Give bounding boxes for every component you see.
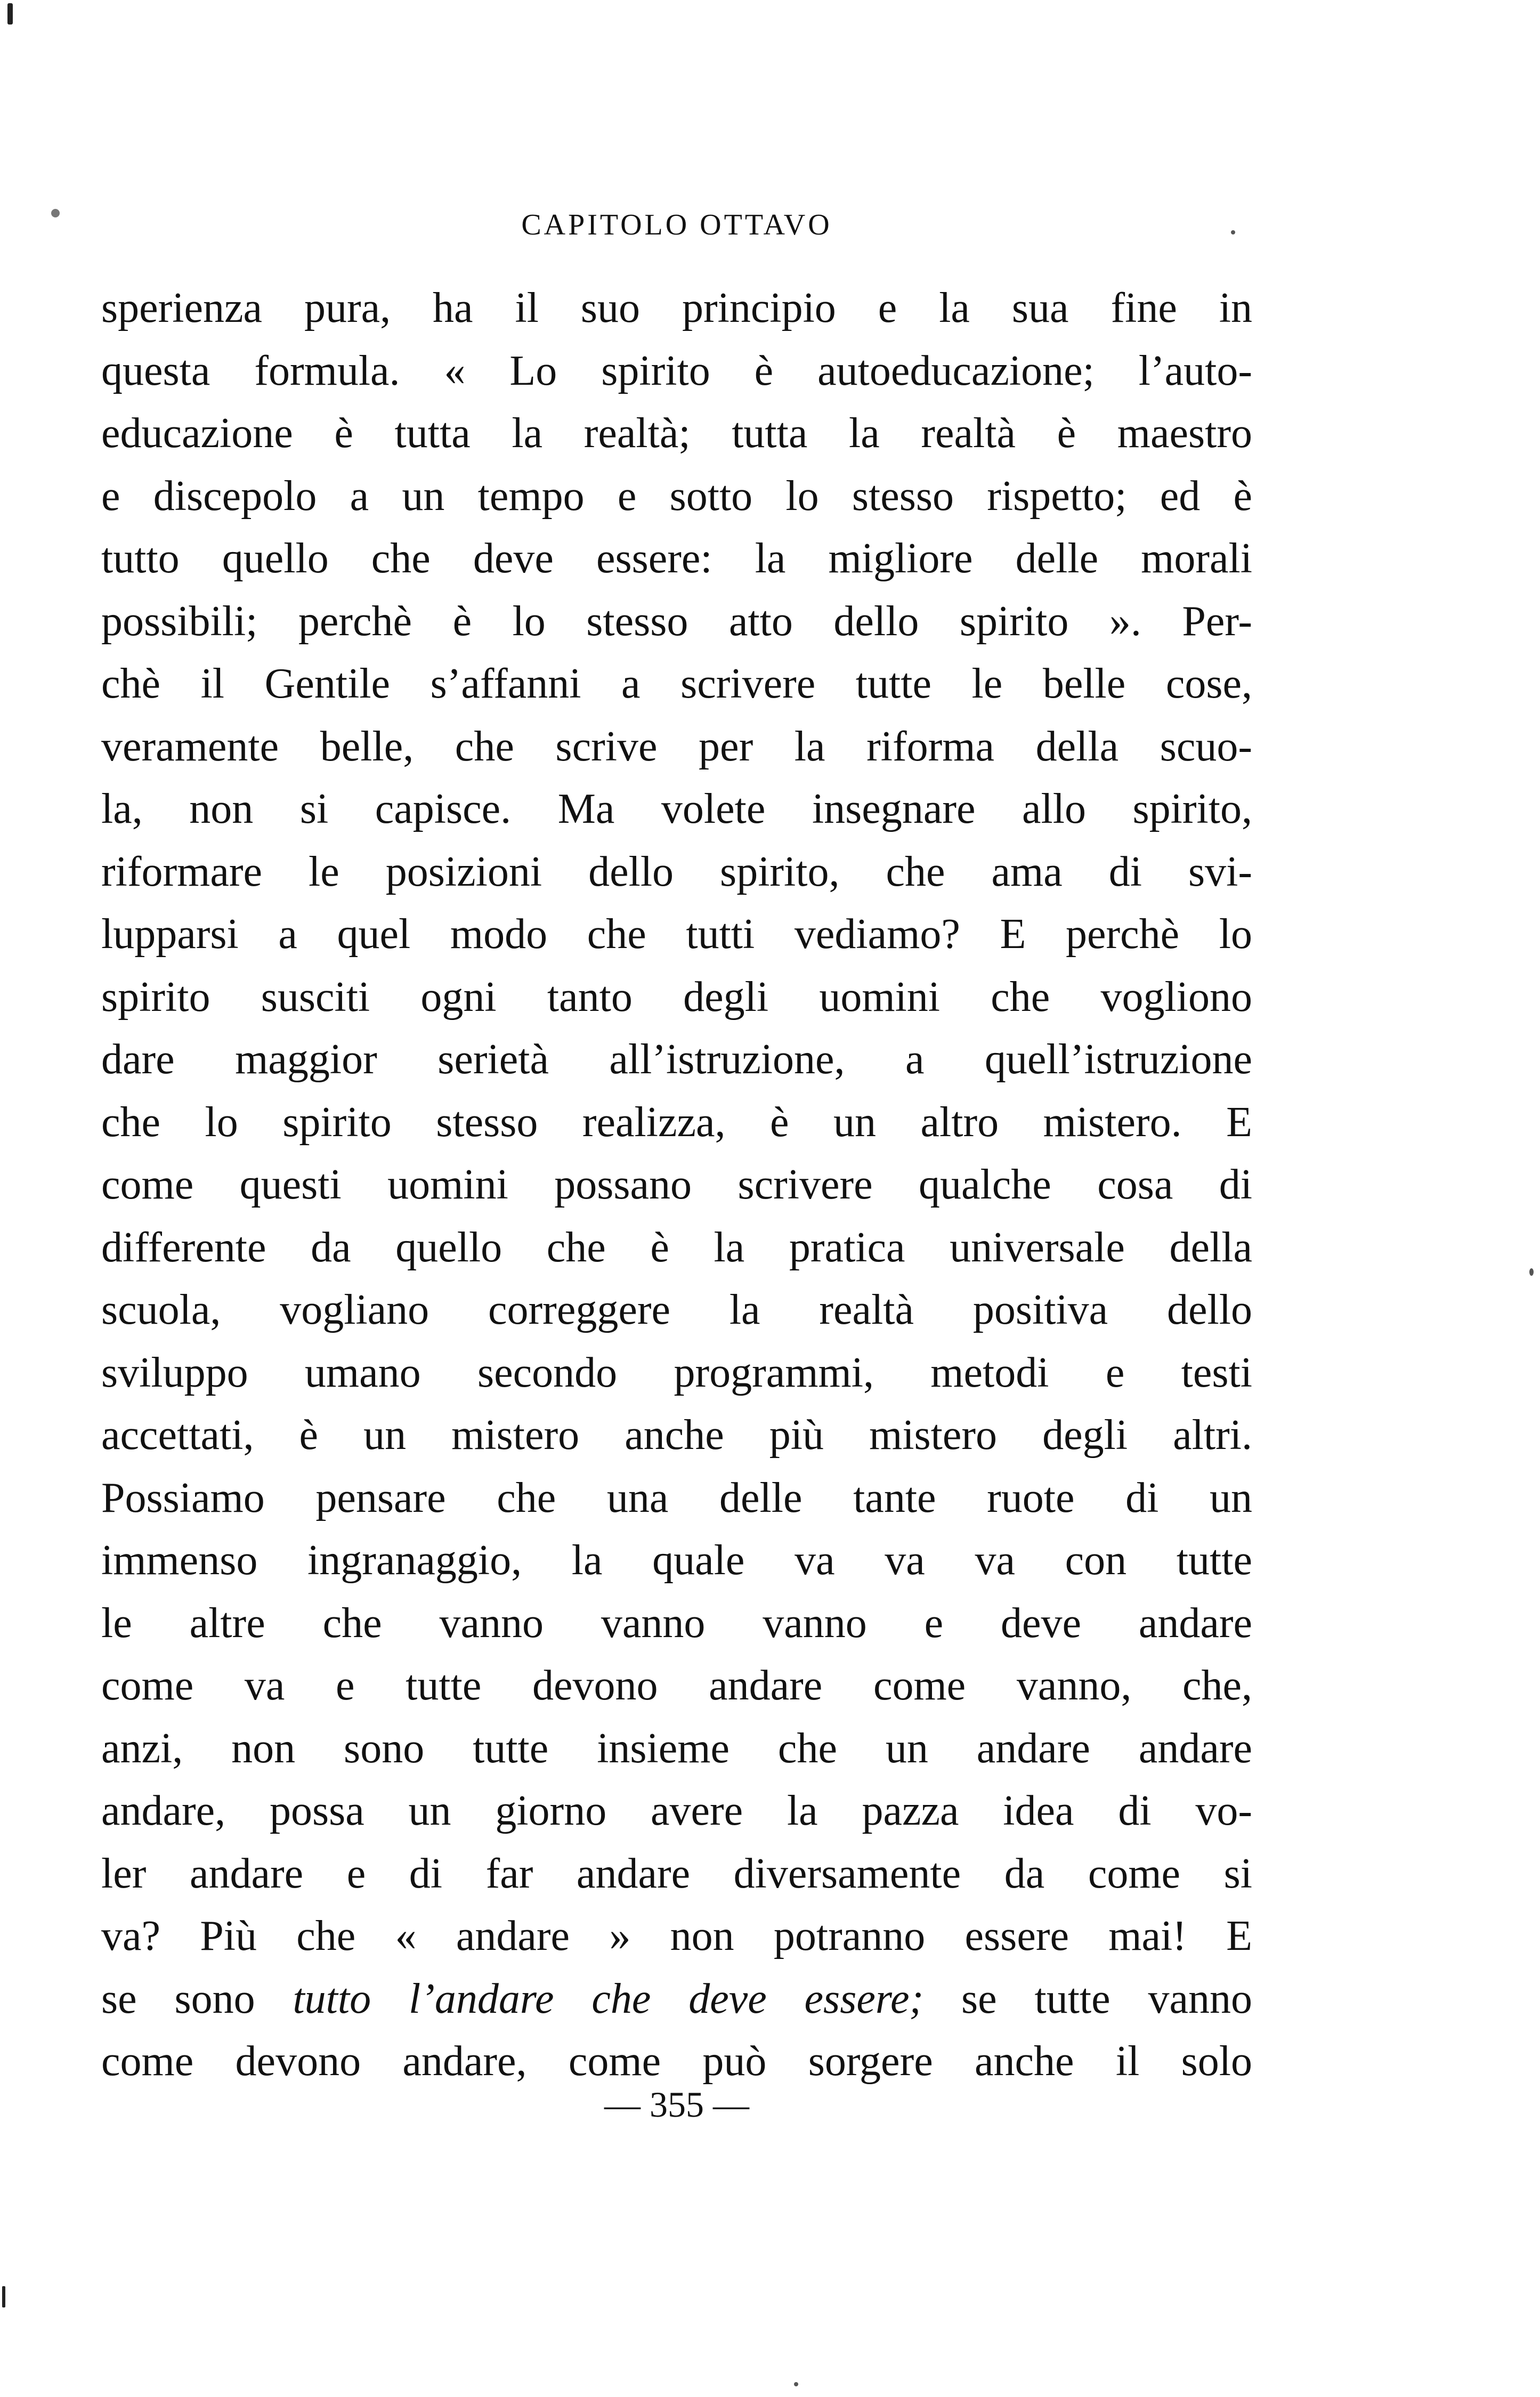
scan-speck: [51, 209, 60, 217]
text-line-28: [101, 1968, 1252, 2031]
text-line-2: questa formula. « Lo spirito è autoeducazione; l’auto-: [101, 347, 1252, 394]
body-text: [101, 277, 1252, 2093]
text-line-6: possibili; perchè è lo stesso atto dello spirito ». Per-: [101, 597, 1252, 645]
text-line-15: come questi uomini possano scrivere qualche cosa di: [101, 1161, 1252, 1208]
scan-speck: [1231, 230, 1235, 234]
text-line-27: va? Più che « andare » non potranno essere mai! E: [101, 1913, 1252, 1959]
text-line-5: tutto quello che deve essere: la migliore delle morali: [101, 535, 1252, 582]
text-line-28-roman-end: se tutte vanno: [923, 1975, 1252, 2022]
scan-speck: [1529, 1268, 1534, 1276]
text-line-17: scuola, vogliano correggere la realtà positiva dello: [101, 1286, 1252, 1333]
text-line-8: veramente belle, che scrive per la riforma della scuo-: [101, 723, 1252, 770]
text-line-23: come va e tutte devono andare come vanno, che,: [101, 1662, 1252, 1709]
text-line-19: accettati, è un mistero anche più mistero degli altri.: [101, 1412, 1252, 1459]
running-head: CAPITOLO OTTAVO: [521, 208, 832, 241]
text-line-21: immenso ingranaggio, la quale va va va con tutte: [101, 1537, 1252, 1584]
page-number: — 355 —: [604, 2084, 749, 2125]
text-line-25: andare, possa un giorno avere la pazza idea di vo-: [101, 1787, 1252, 1834]
scan-speck: [2, 2286, 5, 2307]
text-line-29: come devono andare, come può sorgere anche il solo: [101, 2038, 1252, 2085]
text-line-9: la, non si capisce. Ma volete insegnare allo spirito,: [101, 785, 1252, 832]
text-line-11: lupparsi a quel modo che tutti vediamo? E perchè lo: [101, 911, 1252, 958]
text-line-28-roman-start: se sono: [101, 1975, 293, 2022]
text-line-1: sperienza pura, ha il suo principio e la sua fine in: [101, 285, 1252, 331]
text-line-14: che lo spirito stesso realizza, è un altro mistero. E: [101, 1098, 1252, 1146]
text-line-4: e discepolo a un tempo e sotto lo stesso rispetto; ed è: [101, 472, 1252, 520]
text-line-24: anzi, non sono tutte insieme che un andare andare: [101, 1724, 1252, 1772]
text-line-12: spirito susciti ogni tanto degli uomini che vogliono: [101, 973, 1252, 1021]
text-line-18: sviluppo umano secondo programmi, metodi e testi: [101, 1349, 1252, 1396]
text-line-22: le altre che vanno vanno vanno e deve andare: [101, 1599, 1252, 1647]
text-line-20: Possiamo pensare che una delle tante ruote di un: [101, 1474, 1252, 1521]
text-line-26: ler andare e di far andare diversamente da come si: [101, 1850, 1252, 1897]
text-line-3: educazione è tutta la realtà; tutta la realtà è maestro: [101, 410, 1252, 457]
text-line-13: dare maggior serietà all’istruzione, a quell’istruzione: [101, 1036, 1252, 1083]
scan-speck: [7, 3, 13, 25]
text-line-28-italic: tutto l’andare che deve essere;: [293, 1975, 924, 2022]
scan-speck: [794, 2382, 798, 2386]
text-line-10: riformare le posizioni dello spirito, che ama di svi-: [101, 848, 1252, 895]
text-line-16: differente da quello che è la pratica universale della: [101, 1224, 1252, 1271]
text-line-7: chè il Gentile s’affanni a scrivere tutte le belle cose,: [101, 660, 1252, 707]
